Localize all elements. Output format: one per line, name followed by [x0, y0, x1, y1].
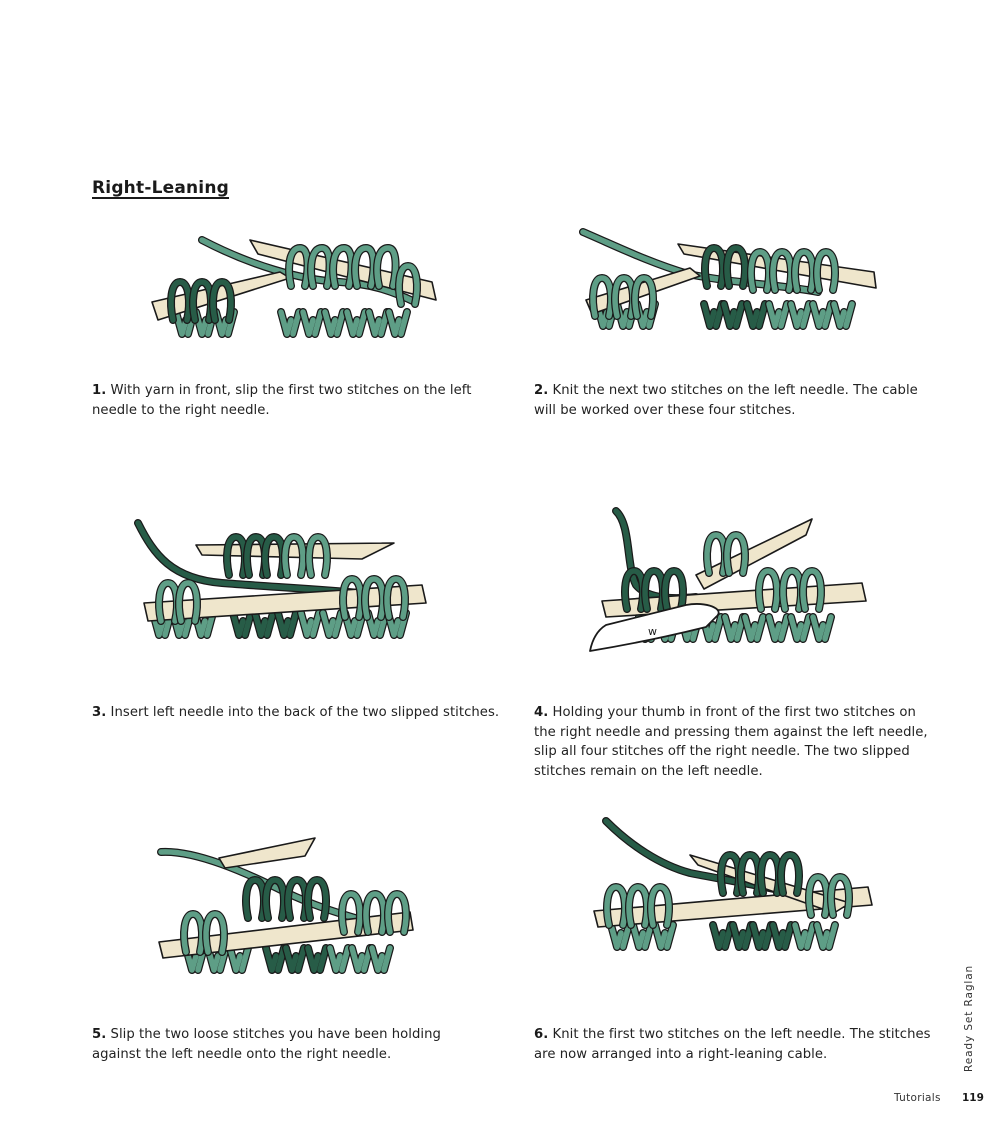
knit-stitch — [330, 948, 348, 970]
knit-stitch — [301, 613, 319, 635]
knit-stitch — [308, 948, 326, 970]
knitting-illustration — [578, 222, 880, 354]
knit-stitch — [713, 925, 731, 947]
knit-stitch — [725, 617, 743, 639]
knit-stitch — [633, 925, 651, 947]
thumb-nail-mark: w — [648, 625, 657, 638]
knit-stitch — [791, 617, 809, 639]
knitting-illustration — [155, 832, 417, 1002]
knitting-illustration — [140, 220, 440, 355]
knit-stitch — [769, 304, 787, 326]
step-2-illustration — [578, 222, 880, 354]
knit-stitch — [233, 613, 251, 635]
knit-stitch — [747, 304, 765, 326]
knit-stitch — [813, 304, 831, 326]
knit-stitch — [773, 925, 791, 947]
step-text: Knit the next two stitches on the left needle. The cable will be worked over these four stitches. — [534, 383, 918, 418]
section-title: Right-Leaning — [92, 178, 230, 198]
page-number: 119 — [962, 1092, 984, 1104]
footer-section-name: Tutorials — [894, 1092, 941, 1104]
knit-stitch — [745, 617, 763, 639]
step-6-caption — [534, 1025, 934, 1064]
step-text: Holding your thumb in front of the first two stitches on the right needle and pressing them against the left needle, slip all four stitches off the right needle. The two slipped stitches remain on the left needle. — [534, 705, 928, 779]
step-number: 4. — [534, 705, 549, 720]
knit-stitch — [389, 312, 407, 334]
knit-stitch — [791, 304, 809, 326]
knit-stitch — [255, 613, 273, 635]
step-number: 1. — [92, 383, 107, 398]
knit-stitch — [769, 617, 787, 639]
step-text: Slip the two loose stitches you have been holding against the left needle onto the right needle. — [92, 1027, 441, 1062]
step-6-illustration — [590, 815, 875, 990]
step-3-illustration — [132, 515, 432, 667]
knit-stitch — [325, 312, 343, 334]
knit-stitch — [266, 948, 284, 970]
knit-stitch — [369, 312, 387, 334]
step-text: Insert left needle into the back of the two slipped stitches. — [110, 705, 500, 720]
knit-stitch — [834, 304, 852, 326]
step-4-illustration — [586, 505, 871, 667]
knit-stitch — [611, 925, 629, 947]
step-number: 3. — [92, 705, 107, 720]
knit-stitch — [655, 925, 673, 947]
knit-stitch — [347, 312, 365, 334]
knit-stitch — [372, 948, 390, 970]
stitch-loop — [246, 880, 264, 918]
knit-stitch — [352, 948, 370, 970]
stitch-loop — [308, 880, 326, 918]
right-needle — [696, 519, 812, 589]
knit-stitch — [724, 304, 742, 326]
step-number: 5. — [92, 1027, 107, 1042]
step-5-caption — [92, 1025, 492, 1064]
knit-stitch — [753, 925, 771, 947]
knit-stitch — [281, 312, 299, 334]
knit-stitch — [323, 613, 341, 635]
knit-stitch — [230, 948, 248, 970]
knit-stitch — [795, 925, 813, 947]
knit-stitch — [704, 304, 722, 326]
step-text: With yarn in front, slip the first two stitches on the left needle to the right needle. — [92, 383, 472, 418]
knit-stitch — [278, 613, 296, 635]
step-1-caption — [92, 381, 492, 420]
knit-stitch — [817, 925, 835, 947]
knit-stitch — [813, 617, 831, 639]
step-number: 2. — [534, 383, 549, 398]
step-2-caption — [534, 381, 934, 420]
step-1-illustration — [140, 220, 440, 355]
step-text: Knit the first two stitches on the left needle. The stitches are now arranged into a right-leaning cable. — [534, 1027, 931, 1062]
book-title-side-label: Ready Set Raglan — [963, 964, 975, 1072]
right-needle — [219, 838, 315, 868]
knit-stitch — [286, 948, 304, 970]
step-3-caption — [92, 703, 512, 723]
step-number: 6. — [534, 1027, 549, 1042]
step-5-illustration — [155, 832, 417, 1002]
knitting-illustration — [590, 815, 875, 990]
step-4-caption — [534, 703, 934, 781]
knitting-illustration — [132, 515, 432, 667]
knitting-illustration — [586, 505, 871, 667]
knit-stitch — [733, 925, 751, 947]
knit-stitch — [303, 312, 321, 334]
